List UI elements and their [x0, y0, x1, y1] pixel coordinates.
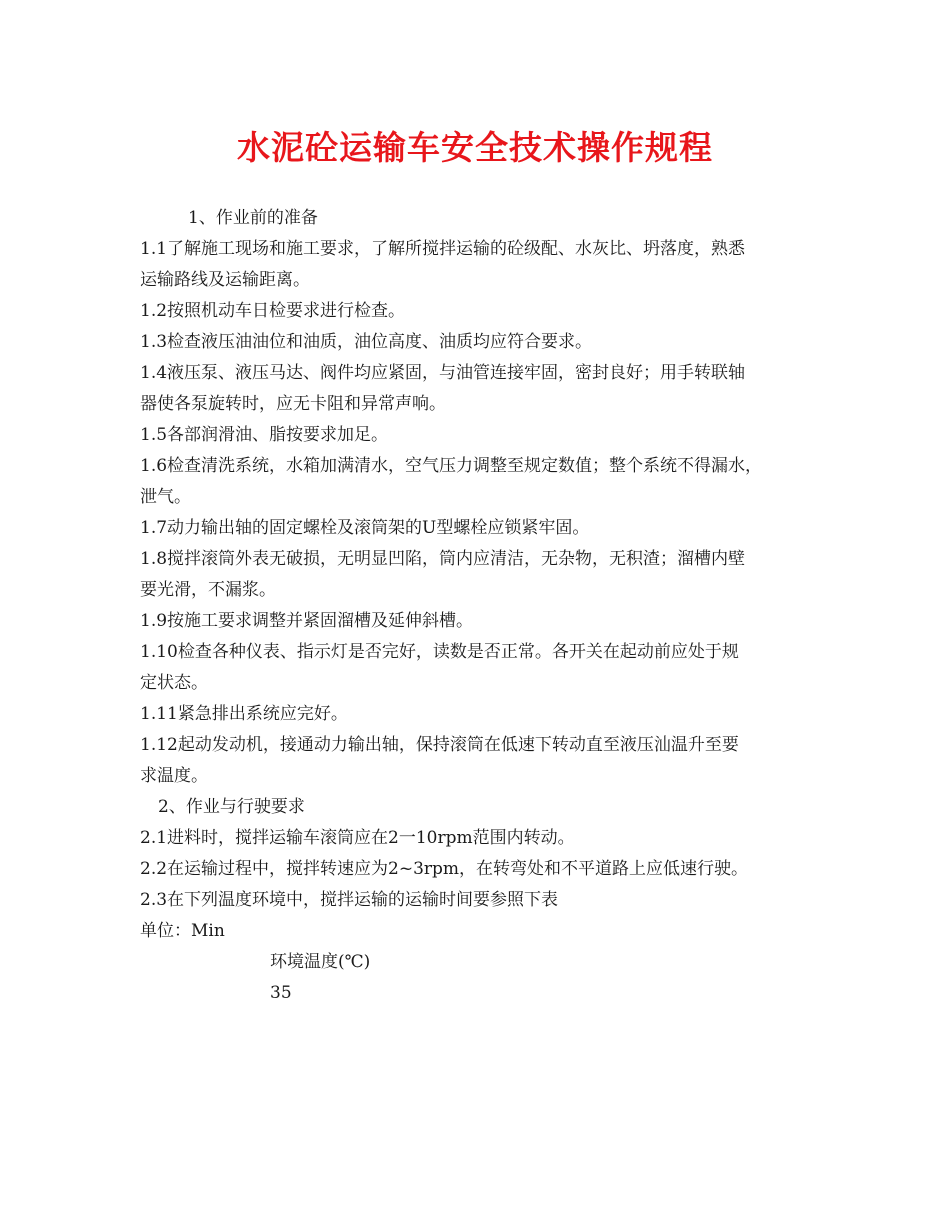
text-line: 环境温度(℃) — [270, 952, 371, 972]
text-line: 2、作业与行驶要求 — [158, 797, 305, 817]
text-line: 运输路线及运输距离。 — [140, 270, 310, 290]
text-line: 1.4液压泵、液压马达、阀件均应紧固，与油管连接牢固，密封良好；用手转联轴 — [140, 363, 746, 383]
text-line: 1.10检查各种仪表、指示灯是否完好，读数是否正常。各开关在起动前应处于规 — [140, 642, 739, 662]
text-line: 2.2在运输过程中，搅拌转速应为2~3rpm，在转弯处和不平道路上应低速行驶。 — [140, 859, 749, 879]
text-line: 35 — [270, 983, 292, 1003]
text-line: 1.6检查清洗系统，水箱加满清水，空气压力调整至规定数值；整个系统不得漏水， — [140, 456, 763, 476]
document-body — [140, 203, 820, 1009]
text-line: 1、作业前的准备 — [188, 208, 318, 228]
text-line: 1.2按照机动车日检要求进行检查。 — [140, 301, 406, 321]
text-line: 1.12起动发动机，接通动力输出轴，保持滚筒在低速下转动直至液压汕温升至要 — [140, 735, 739, 755]
text-line: 1.8搅拌滚筒外表无破损，无明显凹陷，筒内应清洁，无杂物，无积渣；溜槽内壁 — [140, 549, 746, 569]
text-line: 求温度。 — [140, 766, 208, 786]
text-line: 泄气。 — [140, 487, 191, 507]
text-line: 2.1进料时，搅拌运输车滚筒应在2一10rpm范围内转动。 — [140, 828, 575, 848]
text-line: 1.9按施工要求调整并紧固溜槽及延伸斜槽。 — [140, 611, 474, 631]
text-line: 器使各泵旋转时，应无卡阻和异常声响。 — [140, 394, 446, 414]
text-line: 1.3检查液压油油位和油质，油位高度、油质均应符合要求。 — [140, 332, 593, 352]
text-line: 1.7动力输出轴的固定螺栓及滚筒架的U型螺栓应锁紧牢固。 — [140, 518, 590, 538]
text-line: 1.1了解施工现场和施工要求，了解所搅拌运输的砼级配、水灰比、坍落度，熟悉 — [140, 239, 746, 259]
text-line: 定状态。 — [140, 673, 208, 693]
document-title: 水泥砼运输车安全技术操作规程 — [237, 128, 713, 167]
text-line: 1.5各部润滑油、脂按要求加足。 — [140, 425, 389, 445]
text-line: 1.11紧急排出系统应完好。 — [140, 704, 348, 724]
text-line: 2.3在下列温度环境中，搅拌运输的运输时间要参照下表 — [140, 890, 559, 910]
text-line: 单位：Min — [140, 921, 225, 941]
text-line: 要光滑，不漏浆。 — [140, 580, 276, 600]
